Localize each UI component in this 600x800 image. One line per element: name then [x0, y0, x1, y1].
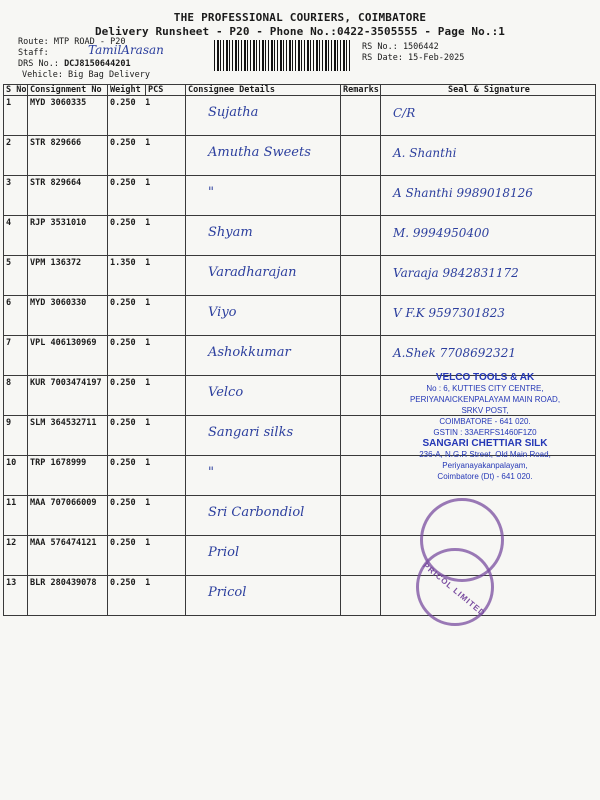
row-seal — [381, 96, 595, 128]
row-sno: 10 — [6, 458, 17, 468]
row-seal — [381, 256, 595, 288]
row-sno: 5 — [6, 258, 12, 268]
row-consignment-no: STR 829664 — [30, 178, 82, 188]
row-weight: 0.250 — [110, 498, 136, 508]
row-remarks — [341, 496, 380, 498]
row-remarks — [341, 176, 380, 178]
row-sno: 7 — [6, 338, 12, 348]
col-consignee: Consignee Details — [186, 85, 341, 96]
row-remarks — [341, 216, 380, 218]
stamp-line-8: 236-A, N.G.R Street, Old Main Road, — [419, 450, 551, 459]
stamp-line-2: No : 6, KUTTIES CITY CENTRE, — [426, 384, 544, 393]
row-remarks — [341, 296, 380, 298]
row-weight-pcs — [108, 416, 185, 428]
row-seal-hand: A. Shanthi — [393, 146, 457, 160]
row-pcs: 1 — [145, 298, 151, 308]
table-row — [4, 256, 596, 296]
col-consignment: Consignment No — [28, 85, 108, 96]
row-weight-pcs — [108, 96, 185, 108]
row-seal-hand — [383, 506, 393, 520]
row-consignment-no: RJP 3531010 — [30, 218, 87, 228]
row-seal — [381, 336, 595, 368]
table-row — [4, 496, 596, 536]
row-weight-pcs — [108, 256, 185, 268]
table-row — [4, 576, 596, 616]
row-weight-pcs — [108, 136, 185, 148]
row-pcs: 1 — [145, 418, 151, 428]
row-consignee — [186, 336, 340, 368]
row-seal — [381, 136, 595, 168]
row-consignee-hand: Sangari silks — [208, 425, 294, 440]
round-seal-text: PRICOL LIMITED — [421, 560, 488, 619]
row-consignee — [186, 456, 340, 488]
row-weight: 1.350 — [110, 258, 136, 268]
barcode — [214, 40, 352, 71]
row-remarks — [341, 256, 380, 258]
stamp-line-10: Coimbatore (Dt) - 641 020. — [437, 472, 533, 481]
row-consignee-hand: Ashokkumar — [208, 345, 291, 360]
row-consignee — [186, 256, 340, 288]
row-weight-pcs — [108, 176, 185, 188]
table-header-row — [4, 85, 596, 96]
row-weight-pcs — [108, 376, 185, 388]
row-consignee-hand: Sri Carbondiol — [208, 505, 305, 520]
col-sno: S No — [4, 85, 28, 96]
runsheet-title: Delivery Runsheet - P20 - Phone No.:0422-3505555 - Page No.:1 — [94, 25, 506, 38]
row-pcs: 1 — [145, 178, 151, 188]
row-sno: 6 — [6, 298, 12, 308]
row-pcs: 1 — [145, 98, 151, 108]
staff-handwritten: TamilArasan — [88, 43, 164, 57]
row-weight-pcs — [108, 336, 185, 348]
row-consignment-no: MYD 3060330 — [30, 298, 87, 308]
row-consignee — [186, 96, 340, 128]
row-consignment-no: STR 829666 — [30, 138, 82, 148]
row-seal — [381, 296, 595, 328]
row-seal-hand: A.Shek 7708692321 — [393, 346, 516, 360]
row-pcs: 1 — [145, 578, 151, 588]
row-seal-hand — [383, 546, 393, 560]
row-consignee-hand: Shyam — [208, 225, 253, 240]
row-pcs: 1 — [145, 258, 151, 268]
row-consignee — [186, 136, 340, 168]
row-sno: 12 — [6, 538, 17, 548]
row-consignee-hand: Pricol — [208, 585, 247, 600]
row-weight: 0.250 — [110, 458, 136, 468]
row-consignment-no: VPM 136372 — [30, 258, 82, 268]
row-weight: 0.250 — [110, 218, 136, 228]
row-remarks — [341, 96, 380, 98]
rs-date: RS Date: 15-Feb-2025 — [362, 53, 465, 63]
table-row — [4, 336, 596, 376]
row-sno: 9 — [6, 418, 12, 428]
row-weight-pcs — [108, 496, 185, 508]
rs-number: RS No.: 1506442 — [362, 42, 439, 52]
row-consignment-no: MAA 707066009 — [30, 498, 97, 508]
row-consignee — [186, 536, 340, 568]
stamp-line-6: GSTIN : 33AERFS1460F1Z0 — [433, 428, 537, 437]
row-weight: 0.250 — [110, 298, 136, 308]
route-label: Route: MTP ROAD - P20 — [18, 37, 126, 47]
row-consignee — [186, 376, 340, 408]
row-consignee — [186, 176, 340, 208]
row-pcs: 1 — [145, 538, 151, 548]
row-weight-pcs — [108, 296, 185, 308]
row-remarks — [341, 536, 380, 538]
row-consignee-hand: Amutha Sweets — [208, 145, 311, 160]
row-seal-hand: M. 9994950400 — [393, 226, 490, 240]
drs-value: DCJ8150644201 — [64, 59, 131, 69]
row-sno: 11 — [6, 498, 17, 508]
row-consignment-no: MYD 3060335 — [30, 98, 87, 108]
row-consignment-no: VPL 406130969 — [30, 338, 97, 348]
company-title: THE PROFESSIONAL COURIERS, COIMBATORE — [173, 11, 427, 24]
table-row — [4, 136, 596, 176]
row-weight-pcs — [108, 456, 185, 468]
row-pcs: 1 — [145, 338, 151, 348]
row-weight: 0.250 — [110, 538, 136, 548]
drs-number — [18, 59, 131, 69]
row-consignee-hand: Velco — [208, 385, 244, 400]
row-consignee — [186, 216, 340, 248]
table-row — [4, 216, 596, 256]
row-seal-hand: V F.K 9597301823 — [393, 306, 505, 320]
row-consignment-no: BLR 280439078 — [30, 578, 97, 588]
table-row — [4, 296, 596, 336]
row-remarks — [341, 136, 380, 138]
row-weight: 0.250 — [110, 338, 136, 348]
row-weight: 0.250 — [110, 98, 136, 108]
row-consignee-hand: Priol — [208, 545, 240, 560]
company-stamps — [370, 372, 600, 482]
row-weight: 0.250 — [110, 378, 136, 388]
row-sno: 3 — [6, 178, 12, 188]
row-pcs: 1 — [145, 138, 151, 148]
row-pcs: 1 — [145, 378, 151, 388]
row-consignment-no: KUR 7003474197 — [30, 378, 102, 388]
row-weight: 0.250 — [110, 178, 136, 188]
row-consignee-hand: Varadharajan — [208, 265, 297, 280]
col-pcs: PCS — [146, 85, 186, 96]
table-row — [4, 176, 596, 216]
drs-label: DRS No.: — [18, 59, 65, 69]
row-consignment-no: SLM 364532711 — [30, 418, 97, 428]
row-pcs: 1 — [145, 218, 151, 228]
row-consignment-no: TRP 1678999 — [30, 458, 87, 468]
row-seal-hand — [383, 586, 393, 600]
stamp-line-1: VELCO TOOLS & AK — [435, 372, 535, 383]
col-seal: Seal & Signature — [381, 85, 596, 96]
row-consignee-hand: Sujatha — [208, 105, 259, 120]
row-consignee-hand: " — [208, 185, 214, 200]
row-sno: 4 — [6, 218, 12, 228]
row-sno: 8 — [6, 378, 12, 388]
row-weight: 0.250 — [110, 138, 136, 148]
row-seal — [381, 176, 595, 208]
stamp-line-4: SRKV POST, — [461, 406, 509, 415]
row-consignee — [186, 576, 340, 608]
row-weight: 0.250 — [110, 418, 136, 428]
stamp-line-5: COIMBATORE - 641 020. — [439, 417, 531, 426]
col-remarks: Remarks — [341, 85, 381, 96]
row-remarks — [341, 576, 380, 578]
row-pcs: 1 — [145, 458, 151, 468]
row-seal — [381, 216, 595, 248]
runsheet-table — [3, 84, 596, 619]
row-weight-pcs — [108, 216, 185, 228]
table-row — [4, 536, 596, 576]
stamp-line-3: PERIYANAICKENPALAYAM MAIN ROAD, — [409, 395, 561, 404]
row-remarks — [341, 336, 380, 338]
row-sno: 13 — [6, 578, 17, 588]
staff-label: Staff: — [18, 48, 49, 58]
row-seal-hand: A Shanthi 9989018126 — [393, 186, 533, 200]
row-sno: 2 — [6, 138, 12, 148]
row-consignee — [186, 296, 340, 328]
stamp-line-9: Periyanayakanpalayam, — [442, 461, 528, 470]
stamp-line-7: SANGARI CHETTIAR SILK — [422, 438, 548, 449]
row-consignee — [186, 416, 340, 448]
row-sno: 1 — [6, 98, 12, 108]
row-weight-pcs — [108, 536, 185, 548]
row-consignee-hand: " — [208, 465, 214, 480]
row-consignment-no: MAA 576474121 — [30, 538, 97, 548]
vehicle-label: Vehicle: Big Bag Delivery — [22, 70, 150, 80]
col-weight: Weight — [108, 85, 146, 96]
row-consignee — [186, 496, 340, 528]
row-seal-hand: Varaaja 9842831172 — [393, 266, 519, 280]
row-weight-pcs — [108, 576, 185, 588]
row-pcs: 1 — [145, 498, 151, 508]
row-weight: 0.250 — [110, 578, 136, 588]
row-consignee-hand: Viyo — [208, 305, 237, 320]
row-seal-hand: C/R — [393, 106, 416, 120]
table-row — [4, 96, 596, 136]
